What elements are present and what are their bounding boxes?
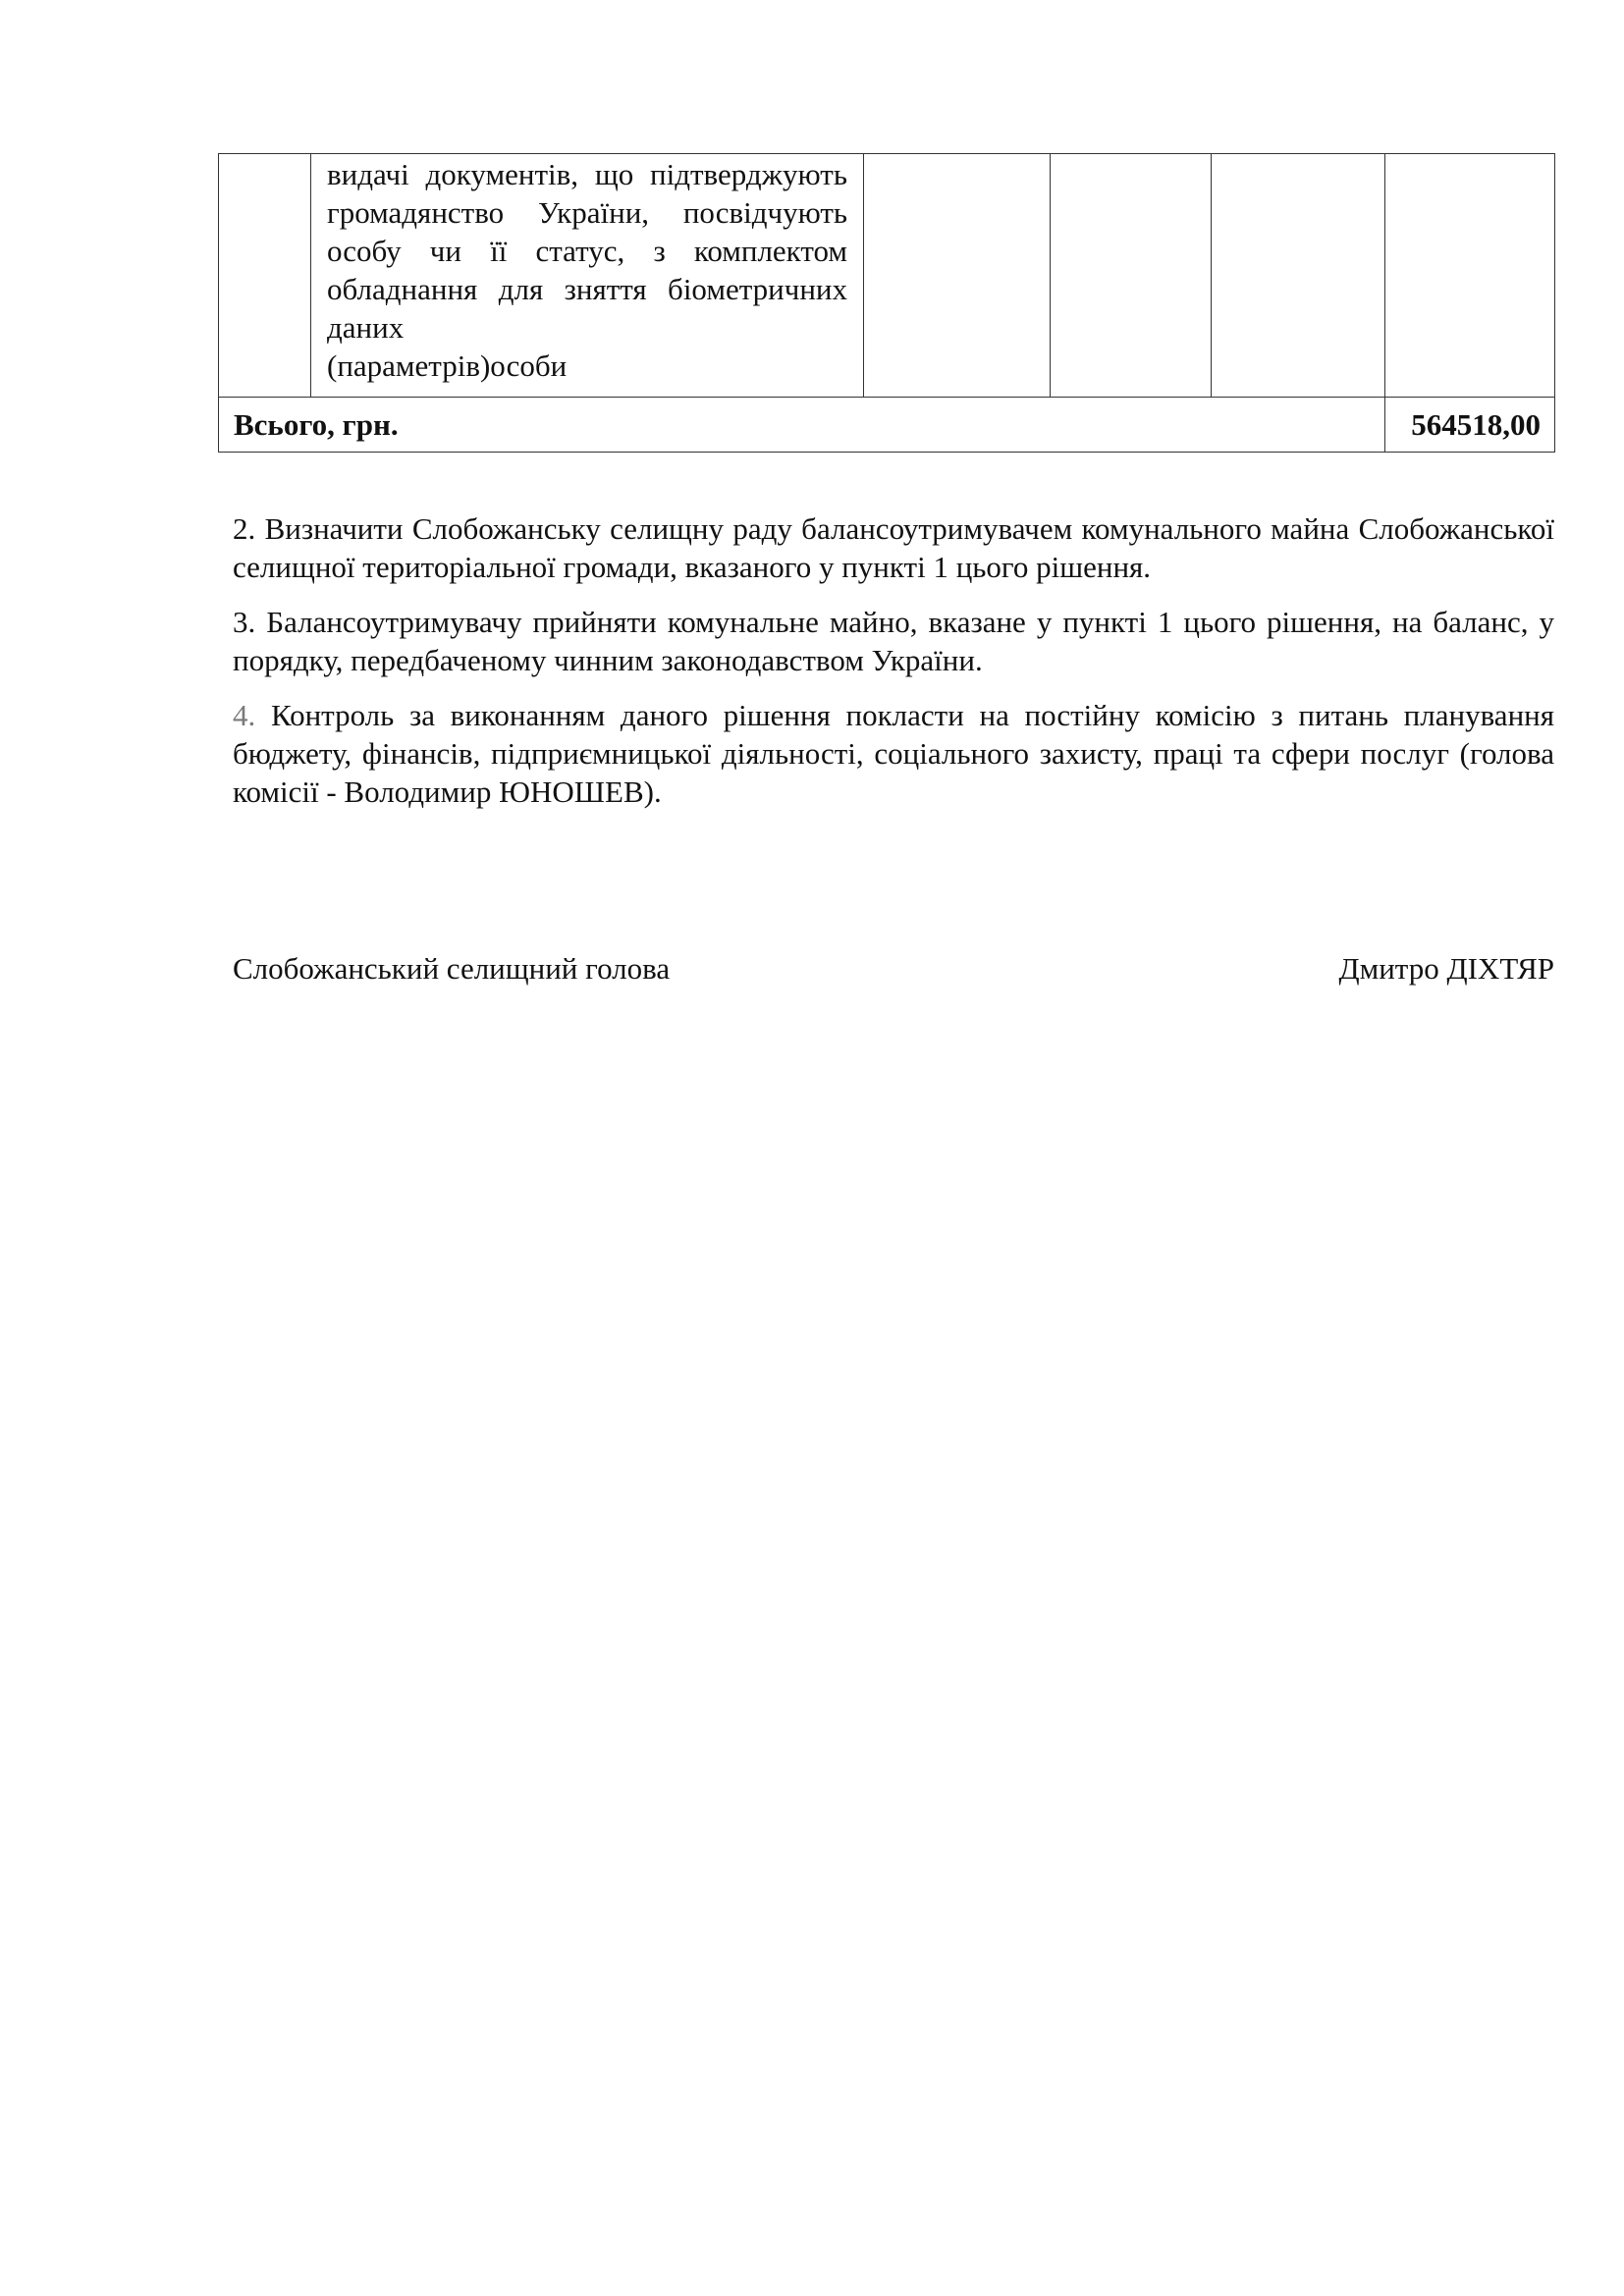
item-name-line: видачі документів, що	[327, 157, 634, 191]
table-cell-empty	[1385, 154, 1555, 398]
table-total-row	[219, 398, 1555, 453]
table-cell-empty	[1051, 154, 1212, 398]
paragraph-4-number: 4.	[233, 698, 256, 732]
paragraph-4-text: Контроль за виконанням даного рішення покласти на постійну комісію з питань планування бюджету, фінансів, підприємницької діяльності, соціального захисту, праці та сфери послуг (голова комісії - Володимир ЮНОШЕВ).	[233, 698, 1555, 809]
item-name-line: для зняття біометричних даних	[327, 272, 848, 345]
signature-name: Дмитро ДІХТЯР	[1338, 951, 1554, 986]
items-table	[218, 153, 1555, 453]
total-value: 564518,00	[1385, 398, 1555, 453]
paragraph-4	[233, 696, 1554, 811]
item-name-line: підтверджують громадянство	[327, 157, 847, 230]
item-name-line: (параметрів)особи	[327, 348, 568, 383]
table-row	[219, 154, 1555, 398]
total-label: Всього, грн.	[219, 398, 1385, 453]
signature-position: Слобожанський селищний голова	[233, 951, 671, 986]
table-cell-empty	[1212, 154, 1385, 398]
table-cell-empty	[864, 154, 1051, 398]
paragraph-3: 3. Балансоутримувачу прийняти комунальне майно, вказане у пункті 1 цього рішення, на баланс, у порядку, передбаченому чинним законодавством України.	[233, 605, 1554, 677]
table-cell-number	[219, 154, 311, 398]
table-cell-item-name	[311, 154, 864, 398]
item-name-text	[311, 154, 863, 393]
paragraph-2: 2. Визначити Слобожанську селищну раду балансоутримувачем комунального майна Слобожанської селищної територіальної громади, вказаного у пункті 1 цього рішення.	[233, 511, 1554, 584]
item-name-line: статус, з комплектом обладнання	[327, 234, 847, 306]
item-name-line: України, посвідчують особу чи її	[327, 195, 847, 268]
signature-block	[233, 949, 1554, 988]
